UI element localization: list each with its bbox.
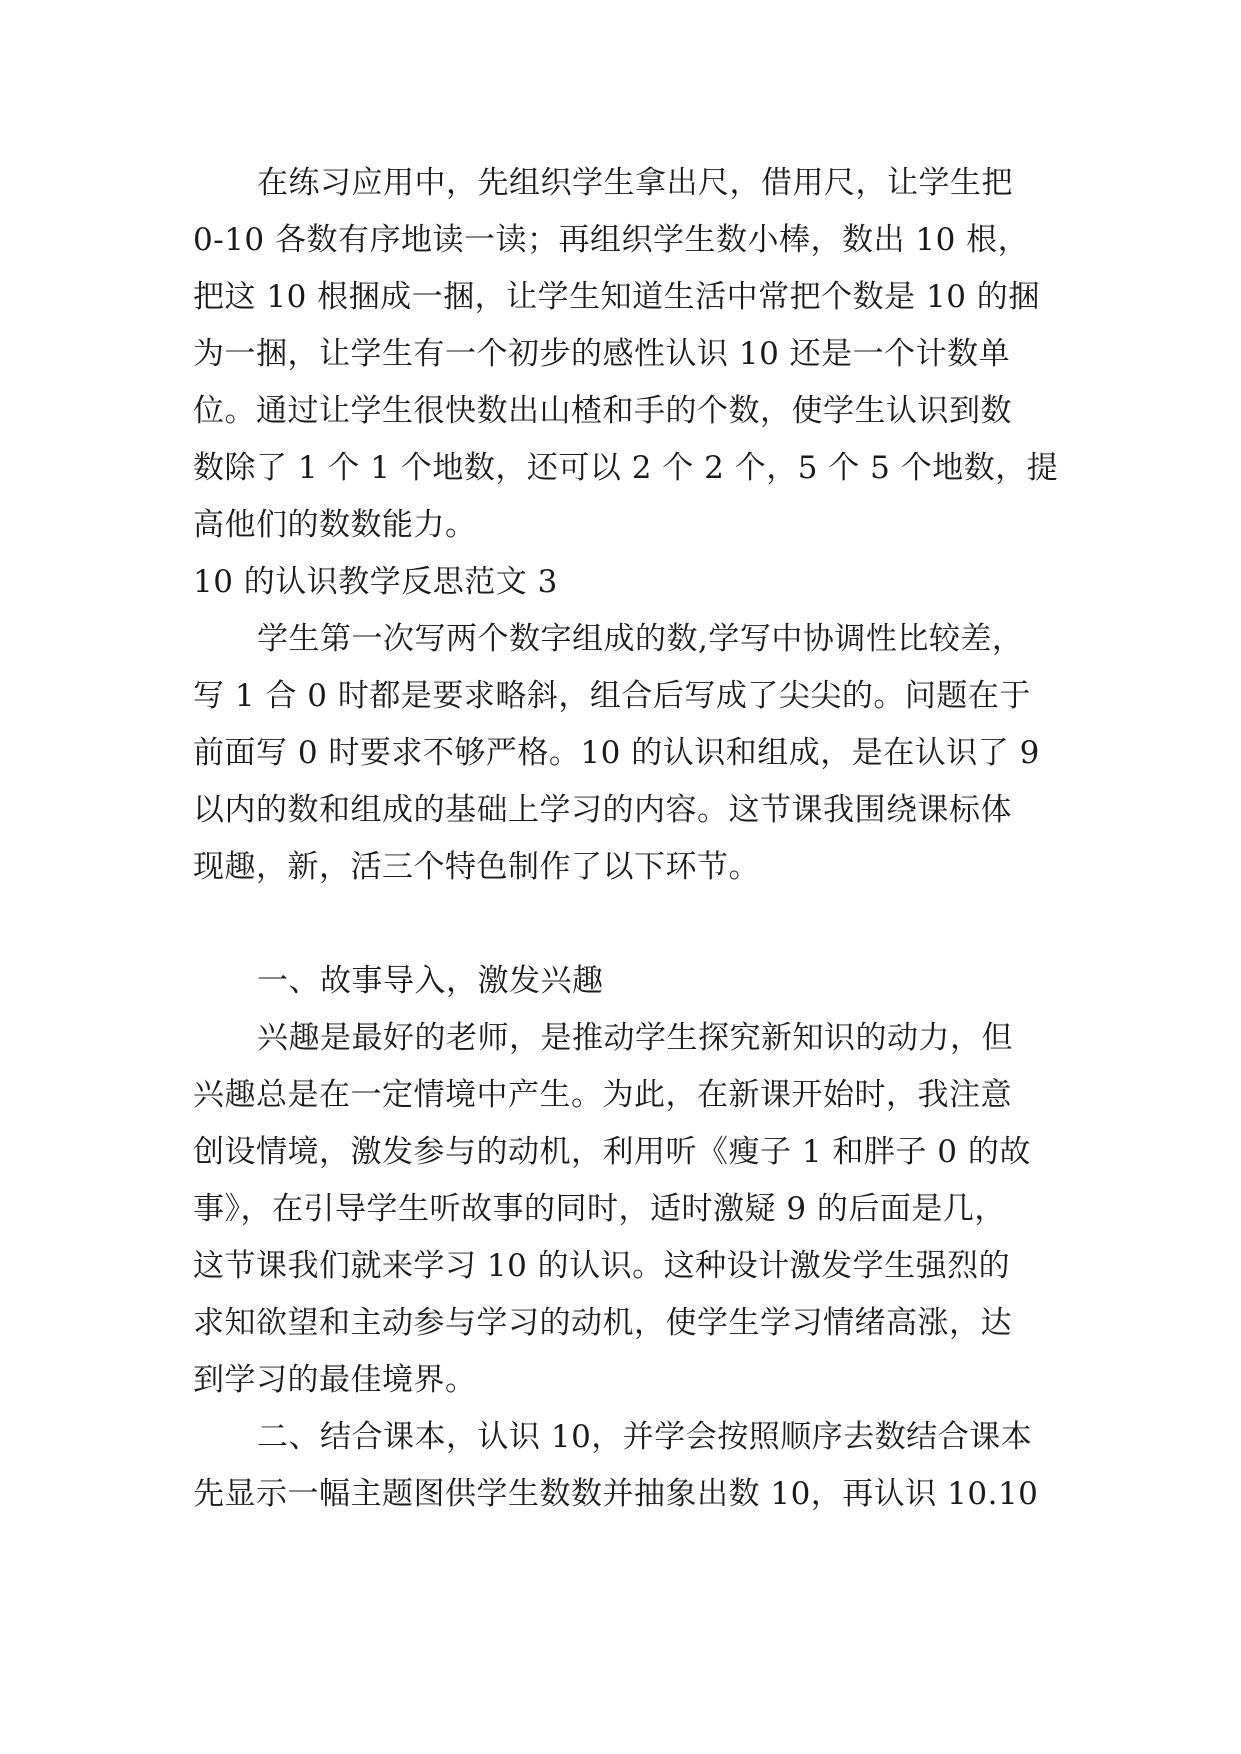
paragraph-line: 二、结合课本，认识 10，并学会按照顺序去数结合课本 [257, 1419, 1033, 1455]
paragraph-line: 这节课我们就来学习 10 的认识。这种设计激发学生强烈的 [193, 1248, 1011, 1284]
paragraph-line: 高他们的数数能力。 [193, 507, 477, 543]
paragraph-line: 先显示一幅主题图供学生数数并抽象出数 10，再认识 10.10 [193, 1476, 1039, 1512]
paragraph-line: 位。通过让学生很快数出山楂和手的个数，使学生认识到数 [193, 393, 1012, 429]
paragraph-line: 创设情境，激发参与的动机，利用听《瘦子 1 和胖子 0 的故 [193, 1134, 1031, 1170]
paragraph-line: 兴趣总是在一定情境中产生。为此，在新课开始时，我注意 [193, 1077, 1012, 1113]
paragraph-line: 前面写 0 时要求不够严格。10 的认识和组成，是在认识了 9 [193, 735, 1040, 771]
paragraph-line: 兴趣是最好的老师，是推动学生探究新知识的动力，但 [257, 1020, 1013, 1056]
section-heading: 10 的认识教学反思范文 3 [193, 564, 558, 600]
paragraph-line: 数除了 1 个 1 个地数，还可以 2 个 2 个，5 个 5 个地数，提 [193, 450, 1059, 486]
section-title: 一、故事导入，激发兴趣 [257, 963, 604, 999]
paragraph-line: 以内的数和组成的基础上学习的内容。这节课我围绕课标体 [193, 792, 1012, 828]
paragraph-line: 0-10 各数有序地读一读；再组织学生数小棒，数出 10 根， [193, 222, 1030, 258]
paragraph-line: 为一捆，让学生有一个初步的感性认识 10 还是一个计数单 [193, 336, 1011, 372]
paragraph-line: 事》，在引导学生听故事的同时，适时激疑 9 的后面是几， [193, 1191, 1006, 1227]
paragraph-line: 把这 10 根捆成一捆，让学生知道生活中常把个数是 10 的捆 [193, 279, 1040, 315]
paragraph-line: 到学习的最佳境界。 [193, 1362, 477, 1398]
paragraph-line: 学生第一次写两个数字组成的数,学写中协调性比较差， [257, 621, 1024, 657]
paragraph-line: 写 1 合 0 时都是要求略斜，组合后写成了尖尖的。问题在于 [193, 678, 1031, 714]
paragraph-line: 在练习应用中，先组织学生拿出尺，借用尺，让学生把 [257, 165, 1013, 201]
paragraph-line: 现趣，新，活三个特色制作了以下环节。 [193, 849, 760, 885]
paragraph-line: 求知欲望和主动参与学习的动机，使学生学习情绪高涨，达 [193, 1305, 1012, 1341]
